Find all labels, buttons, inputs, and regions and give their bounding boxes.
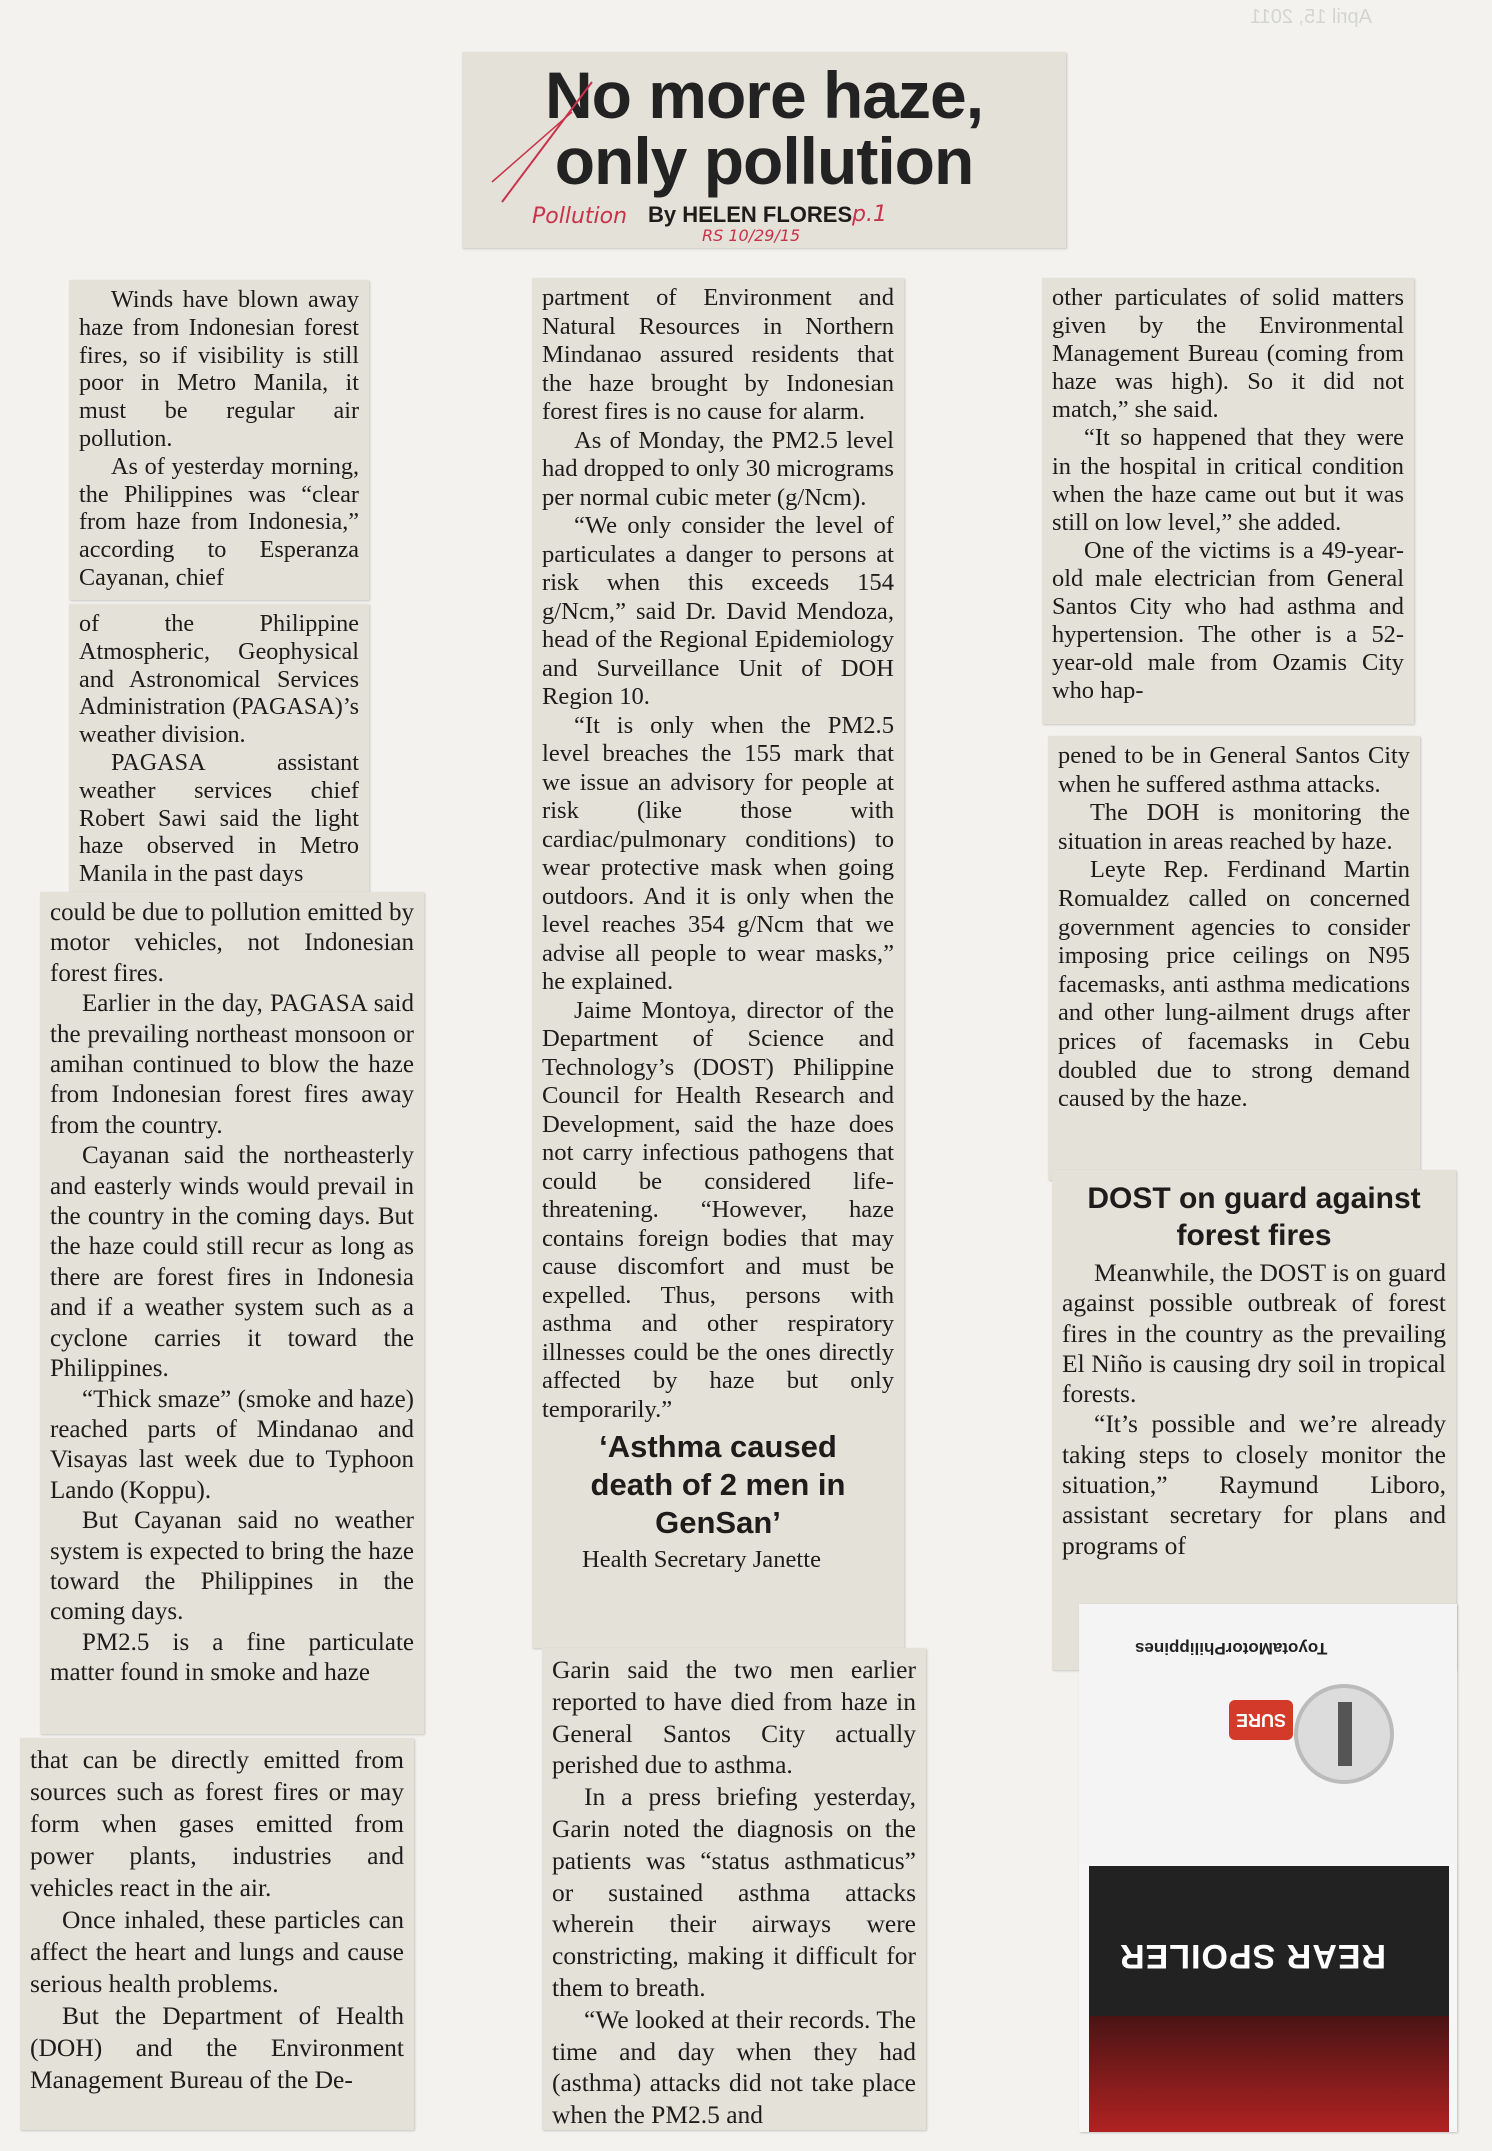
column-2-piece-b (542, 1648, 926, 2130)
car-photo (1089, 2016, 1449, 2132)
paragraph: Once inhaled, these particles can affect the heart and lungs and cause serious health problems. (30, 1905, 404, 1998)
headline-line-2: only pollution (554, 124, 974, 198)
paragraph: Leyte Rep. Ferdinand Martin Romualdez called on concerned government agencies to consider imposing price ceilings on N95 facemasks, anti asthma medications and other lung-ailment drugs after prices of facemasks in Cebu doubled due to strong demand caused by the haze. (1058, 856, 1410, 1113)
column-1-piece-c (40, 892, 424, 1734)
column-1-piece-d (20, 1738, 414, 2130)
toyota-brand-text: ToyotaMotorPhilippines (1135, 1639, 1328, 1658)
column-3-piece-c (1052, 1170, 1456, 1670)
paragraph: But the Department of Health (DOH) and the Environment Management Bureau of the De- (30, 2001, 404, 2094)
paragraph: In a press briefing yesterday, Garin noted the diagnosis on the patients was “status asthmaticus” or sustained asthma attacks wherein their airways were constricting, making it difficult for them to breath. (552, 1782, 916, 2002)
handwritten-page: p.1 (852, 202, 887, 227)
column-3-piece-a (1042, 278, 1414, 724)
paragraph: that can be directly emitted from sources such as forest fires or may form when gases emitted from power plants, industries and vehicles react in the air. (30, 1745, 404, 1902)
paragraph: Meanwhile, the DOST is on guard against possible outbreak of forest fires in the country as the prevailing El Niño is causing dry soil in tropical forests. (1062, 1258, 1446, 1409)
paragraph: “It’s possible and we’re already taking steps to closely monitor the situation,” Raymund Liboro, assistant secretary for plans and programs of (1062, 1409, 1446, 1560)
byline: By HELEN FLORES (648, 202, 853, 227)
subheading-asthma: ‘Asthma caused death of 2 men in GenSan’ (590, 1429, 846, 1540)
headline-clipping (462, 52, 1066, 248)
paragraph: “We looked at their records. The time and day when they had (asthma) attacks did not take place when the PM2.5 and (552, 2004, 916, 2130)
paragraph: Garin said the two men earlier reported to have died from haze in General Santos City actually perished due to asthma. (552, 1655, 916, 1780)
paragraph: Cayanan said the northeasterly and easterly winds would prevail in the country in the coming days. But the haze could still recur as long as there are forest fires in Indonesia and if a weather system such as a cyclone carries it toward the Philippines. (50, 1142, 414, 1383)
column-2-piece-a (532, 278, 904, 1648)
paragraph: The DOH is monitoring the situation in areas reached by haze. (1058, 799, 1410, 855)
paragraph: partment of Environment and Natural Resources in Northern Mindanao assured residents that the haze brought by Indonesian forest fires is no cause for alarm. (542, 284, 894, 425)
toyota-emblem-icon (1294, 1684, 1394, 1784)
paragraph: As of Monday, the PM2.5 level had dropped to only 30 micrograms per normal cubic meter (g/Ncm). (542, 426, 894, 511)
subheading-dost: DOST on guard against forest fires (1087, 1182, 1421, 1252)
paragraph: could be due to pollution emitted by motor vehicles, not Indonesian forest fires. (50, 899, 414, 987)
paragraph: As of yesterday morning, the Philippines was “clear from haze from Indonesia,” according to Esperanza Cayanan, chief (79, 452, 359, 591)
column-3-piece-b (1048, 736, 1420, 1180)
paragraph: PM2.5 is a fine particulate matter found in smoke and haze (50, 1628, 414, 1687)
headline-line-1: No more haze, (544, 58, 984, 132)
paragraph: pened to be in General Santos City when he suffered asthma attacks. (1058, 742, 1410, 798)
column-1-piece-b (69, 604, 369, 892)
handwritten-tag: Pollution (532, 204, 628, 229)
paragraph: Earlier in the day, PAGASA said the prevailing northeast monsoon or amihan continued to blow the haze from Indonesian forest fires away from the country. (50, 990, 414, 1139)
paragraph: “It is only when the PM2.5 level breaches the 155 mark that we issue an advisory for people at risk (like those with cardiac/pulmonary conditions) to wear protective mask when going outdoors. And it is only when the level reaches 354 g/Ncm that we advise all people to wear masks,” he explained. (542, 711, 894, 995)
paragraph: One of the victims is a 49-year-old male electrician from General Santos City who had asthma and hypertension. The other is a 52-year-old male from Ozamis City who hap- (1052, 536, 1404, 705)
sure-badge: SURE (1229, 1700, 1293, 1740)
paragraph: “It so happened that they were in the hospital in critical condition when the haze came out but it was still on low level,” she added. (1052, 424, 1404, 536)
rear-spoiler-banner: REAR SPOILER (1119, 1937, 1387, 1975)
paragraph: other particulates of solid matters given by the Environmental Management Bureau (coming from haze was high). So it did not match,” she said. (1052, 284, 1404, 424)
paragraph: Winds have blown away haze from Indonesian forest fires, so if visibility is still poor in Metro Manila, it must be regular air pollution. (79, 286, 359, 452)
paragraph: “We only consider the level of particulates a danger to persons at risk when this exceeds 154 g/Ncm,” said Dr. David Mendoza, head of the Regional Epidemiology and Surveillance Unit of DOH Region 10. (542, 512, 894, 710)
paragraph: “Thick smaze” (smoke and haze) reached parts of Mindanao and Visayas last week due to Typhoon Lando (Koppu). (50, 1385, 414, 1504)
show-through-date: April 15, 2011 (1250, 6, 1372, 28)
paragraph: Health Secretary Janette (582, 1546, 821, 1573)
handwritten-ref: RS 10/29/15 (702, 226, 801, 245)
paragraph: Jaime Montoya, director of the Department of Science and Technology’s (DOST) Philippine Council for Health Research and Development, said the haze does not carry infectious pathogens that could be considered life-threatening. “However, haze contains foreign bodies that may cause discomfort and must be expelled. Thus, persons with asthma and other respiratory illnesses could be the ones directly affected by haze but only temporarily.” (542, 996, 894, 1423)
paragraph: PAGASA assistant weather services chief Robert Sawi said the light haze observed in Metro Manila in the past days (79, 748, 359, 888)
paragraph: But Cayanan said no weather system is expected to bring the haze toward the Philippines in the coming days. (50, 1507, 414, 1626)
column-1-piece-a (69, 280, 369, 600)
paragraph: of the Philippine Atmospheric, Geophysical and Astronomical Services Administration (PAGASA)’s weather division. (79, 610, 359, 749)
toyota-advertisement (1079, 1604, 1457, 2132)
